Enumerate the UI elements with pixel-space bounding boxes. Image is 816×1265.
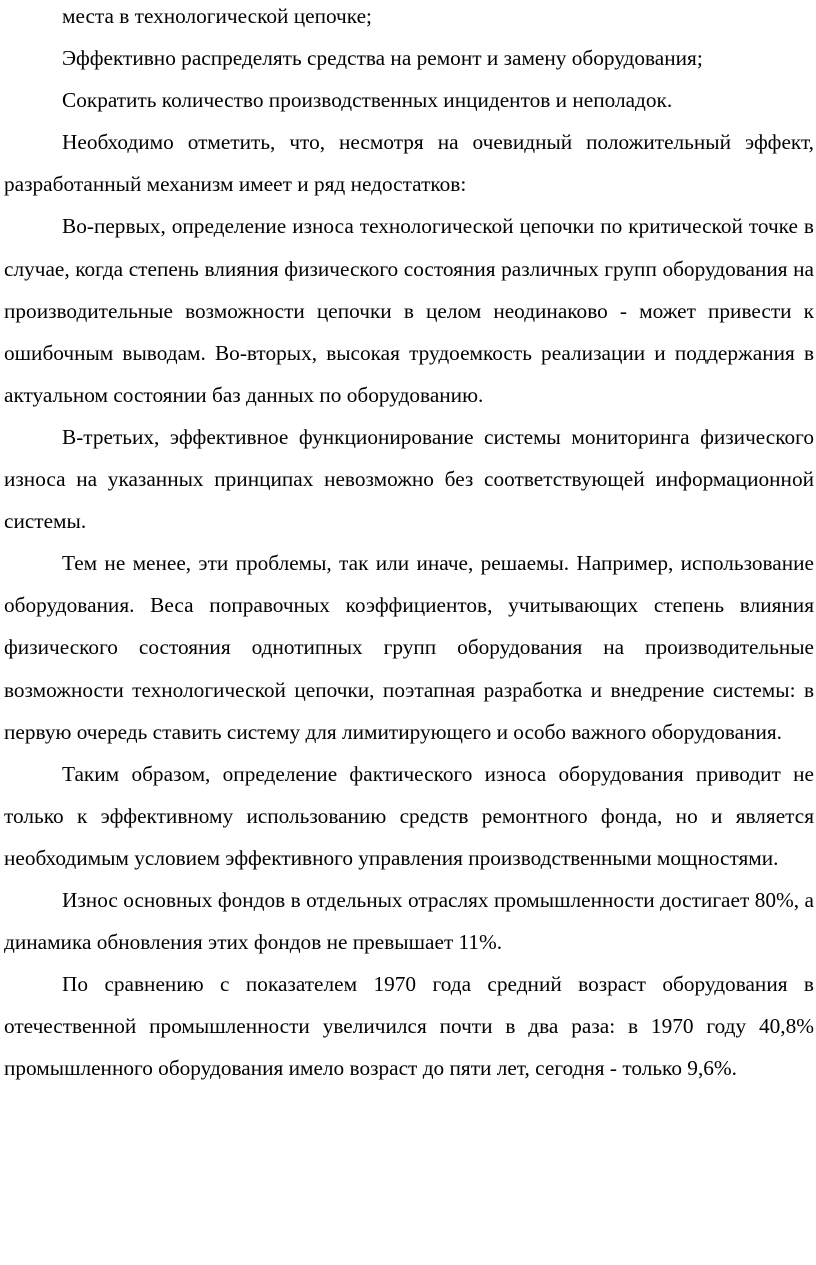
paragraph-2: Эффективно распределять средства на ремонт и замену оборудования; [62, 46, 703, 71]
paragraph-3: Сократить количество производственных инцидентов и неполадок. [62, 88, 673, 113]
paragraph-8: Таким образом, определение фактического износа оборудования приводит не только к эффективному использованию средств ремонтного фонда, но и является необходимым условием эффективного управления производственными мощностями. [4, 761, 814, 870]
paragraph-1: места в технологической цепочке; [62, 4, 372, 28]
paragraph-4: Необходимо отметить, что, несмотря на очевидный положительный эффект, разработанный механизм имеет и ряд недостатков: [4, 130, 814, 197]
document-page [4, 0, 816, 1089]
paragraph-5: Во-первых, определение износа технологической цепочки по критической точке в случае, когда степень влияния физического состояния различных групп оборудования на производительные возможности цепочки в целом неодинаково - может привести к ошибочным выводам. Во-вторых, высокая трудоемкость реализации и поддержания в актуальном состоянии баз данных по оборудованию. [4, 214, 814, 407]
paragraph-9: Износ основных фондов в отдельных отраслях промышленности достигает 80%, а динамика обновления этих фондов не превышает 11%. [4, 887, 814, 955]
paragraph-10: По сравнению с показателем 1970 года средний возраст оборудования в отечественной промышленности увеличился почти в два раза: в 1970 году 40,8% промышленного оборудования имело возраст до пяти лет, сегодня - только 9,6%. [4, 972, 814, 1081]
paragraph-6: В-третьих, эффективное функционирование системы мониторинга физического износа на указанных принципах невозможно без соответствующей информационной системы. [4, 424, 814, 534]
paragraph-7: Тем не менее, эти проблемы, так или иначе, решаемы. Например, использование оборудования. Веса поправочных коэффициентов, учитывающих степень влияния физического состояния однотипных групп оборудования на производительные возможности технологической цепочки, поэтапная разработка и внедрение системы: в первую очередь ставить систему для лимитирующего и особо важного оборудования. [4, 551, 814, 744]
